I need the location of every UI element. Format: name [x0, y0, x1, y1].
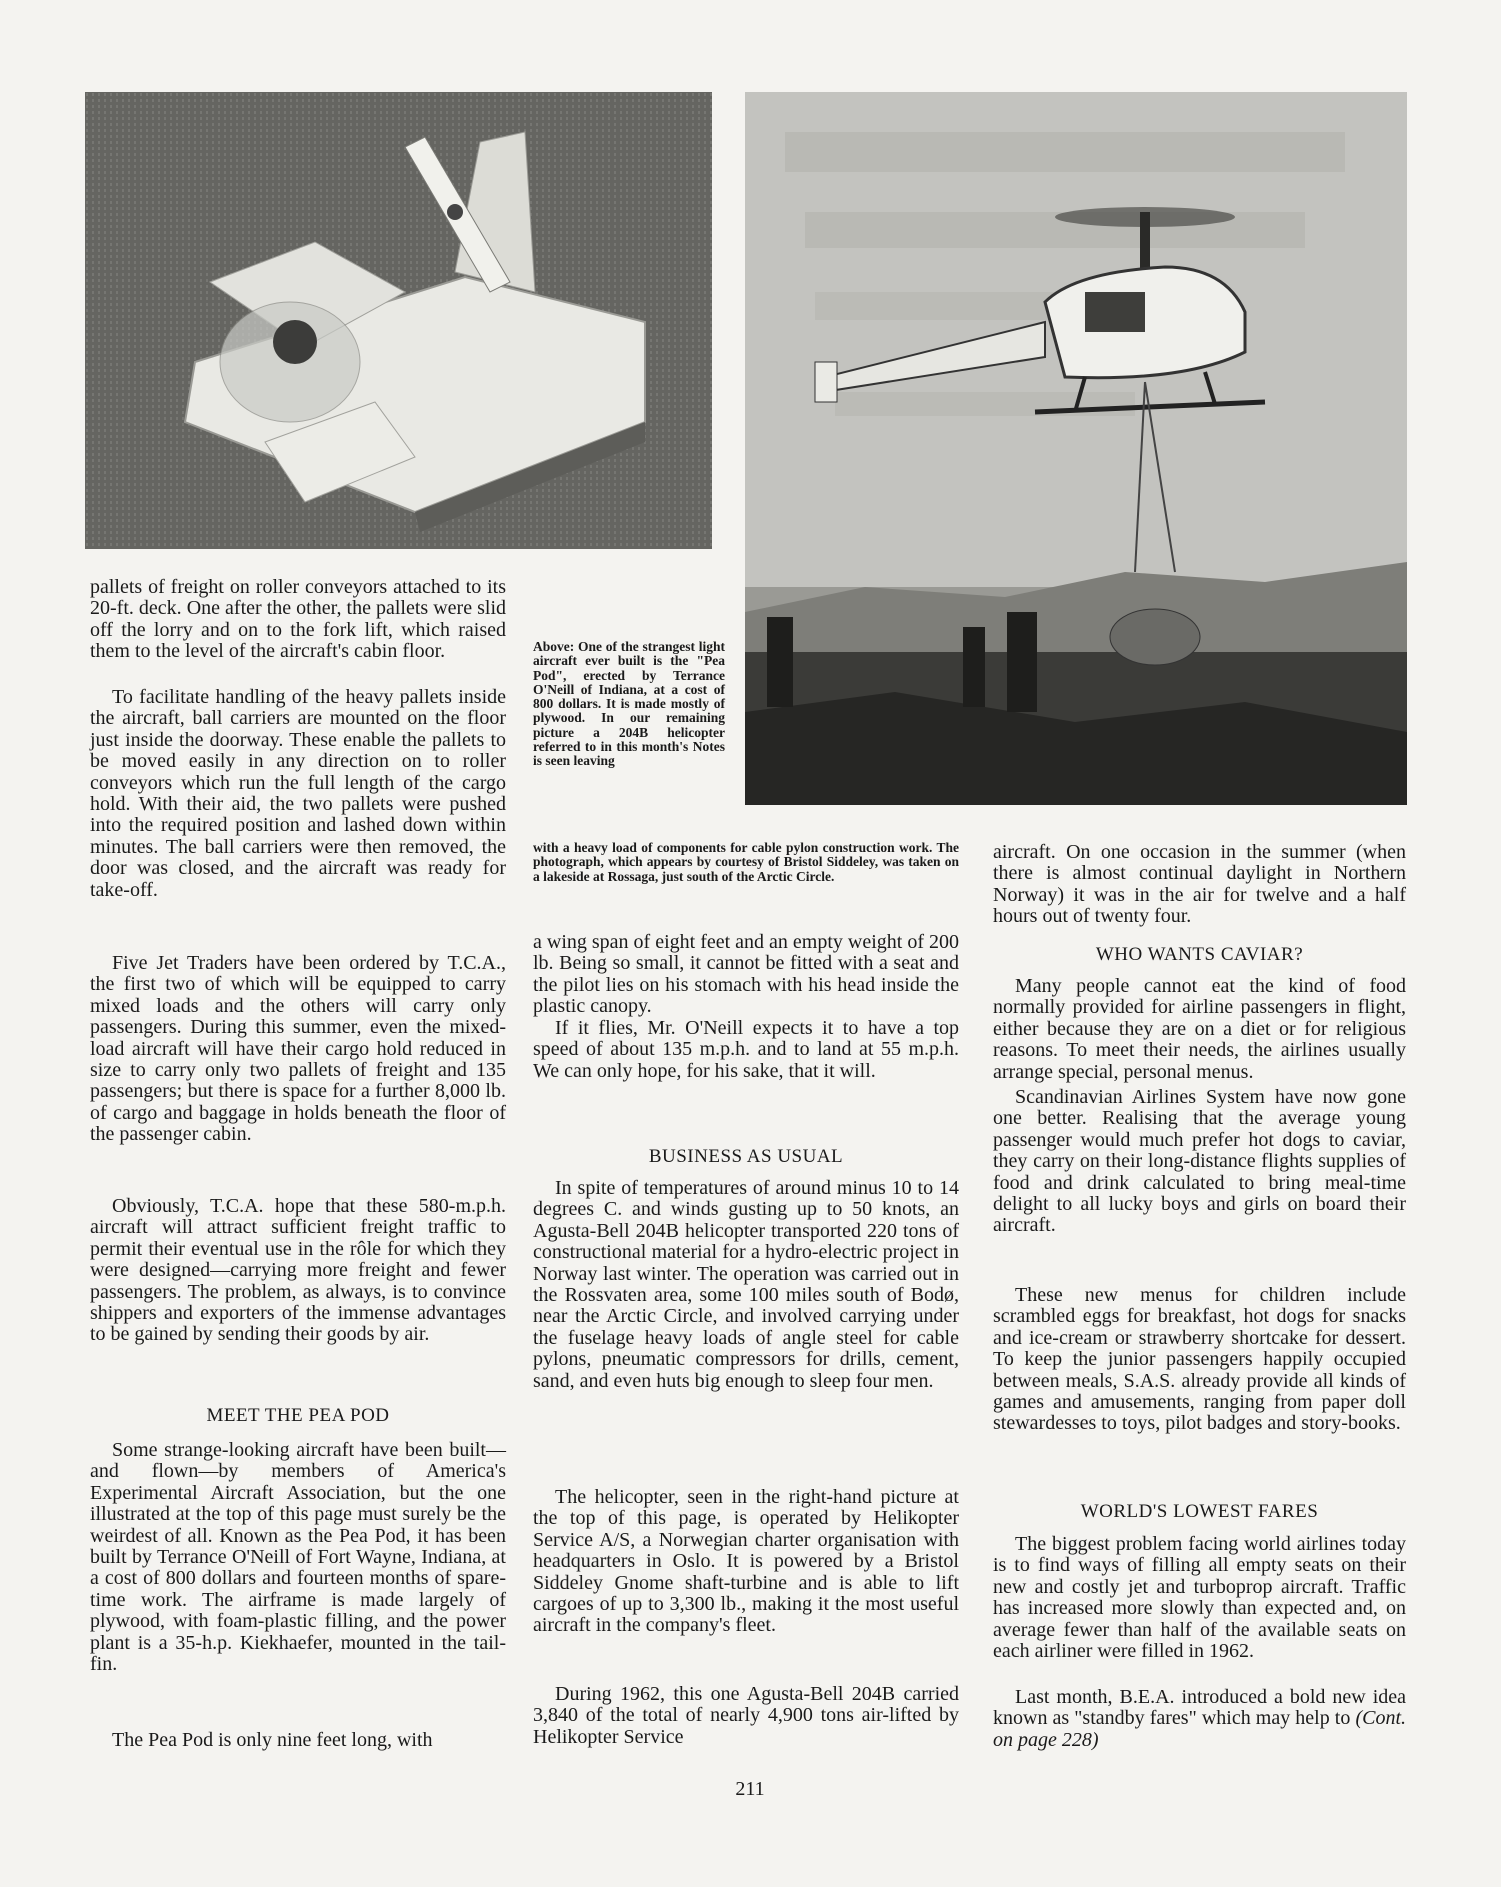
column3-paragraph: The biggest problem facing world airlines today is to find ways of filling all empty seats on their new and costly jet and turboprop aircraft. Traffic has increased more slowly than expected and, on average fewer than half of the available seats on each airliner were filled in 1962.: [993, 1533, 1406, 1663]
column2-paragraph: In spite of temperatures of around minus 10 to 14 degrees C. and winds gusting up to 50 knots, an Agusta-Bell 204B helicopter transported 220 tons of constructional material for a hydro-electric project in Norway last winter. The operation was carried out in the Rossvaten area, some 100 miles south of Bodø, near the Arctic Circle, and involved carrying under the fuselage heavy loads of angle steel for cable pylons, pneumatic compressors for drills, cement, sand, and even huts big enough to sleep four men.: [533, 1177, 959, 1392]
continued-reference: (Cont. on page 228): [993, 1707, 1406, 1751]
photo-caption-part2: with a heavy load of components for cable pylon construction work. The photograph, which appears by courtesy of Bristol Siddeley, was taken on a lakeside at Rossaga, just south of the Arctic Circle.: [533, 840, 959, 884]
section-heading-worlds-lowest-fares: WORLD'S LOWEST FARES: [1080, 1501, 1319, 1522]
pea-pod-illustration: [85, 92, 712, 549]
column2-paragraph: The helicopter, seen in the right-hand picture at the top of this page, is operated by Helikopter Service A/S, a Norwegian charter organisation with headquarters in Oslo. It is powered by a Bristol Siddeley Gnome shaft-turbine and is able to lift cargoes of up to 3,300 lb., making it the most useful aircraft in the company's fleet.: [533, 1486, 959, 1637]
column1-paragraph: To facilitate handling of the heavy pallets inside the aircraft, ball carriers are mounted on the floor just inside the doorway. These enable the pallets to be moved easily in any direction on to roller conveyors which run the full length of the cargo hold. With their aid, the two pallets were pushed into the required position and lashed down within minutes. The ball carriers were then removed, the door was closed, and the aircraft was ready for take-off.: [90, 686, 506, 901]
section-heading-pea-pod: MEET THE PEA POD: [206, 1405, 390, 1426]
column2-paragraph: During 1962, this one Agusta-Bell 204B carried 3,840 of the total of nearly 4,900 tons air-lifted by Helikopter Service: [533, 1683, 959, 1748]
column1-paragraph: Obviously, T.C.A. hope that these 580-m.p.h. aircraft will attract sufficient freight traffic to permit their eventual use in the rôle for which they were designed—carrying more freight and fewer passengers. The problem, as always, is to convince shippers and exporters of the immense advantages to be gained by sending their goods by air.: [90, 1195, 506, 1346]
pea-pod-photo: [85, 92, 712, 549]
photo-caption-part1: Above: One of the strangest light aircraft ever built is the "Pea Pod", erected by Terrance O'Neill of Indiana, at a cost of 800 dollars. It is made mostly of plywood. In our remaining picture a 204B helicopter referred to in this month's Notes is seen leaving: [533, 639, 725, 769]
column1-paragraph: The Pea Pod is only nine feet long, with: [112, 1729, 433, 1751]
column1-paragraph: Five Jet Traders have been ordered by T.C.A., the first two of which will be equipped to carry mixed loads and the others will carry only passengers. During this summer, even the mixed-load aircraft will have their cargo hold reduced in size to carry only two pallets of freight and 135 passengers; but there is space for a further 8,000 lb. of cargo and baggage in holds beneath the floor of the passenger cabin.: [90, 952, 506, 1146]
helicopter-photo: [745, 92, 1407, 805]
column3-paragraph: aircraft. On one occasion in the summer (when there is almost continual daylight in Northern Norway) it was in the air for twelve and a half hours out of twenty four.: [993, 841, 1406, 928]
column3-paragraph: [993, 1687, 1406, 1751]
column1-paragraph: Some strange-looking aircraft have been built—and flown—by members of America's Experimental Aircraft Association, but the one illustrated at the top of this page must surely be the weirdest of all. Known as the Pea Pod, it has been built by Terrance O'Neill of Fort Wayne, Indiana, at a cost of 800 dollars and fourteen months of spare-time work. The airframe is made largely of plywood, with foam-plastic filling, and the power plant is a 35-h.p. Kiekhaefer, mounted in the tail-fin.: [90, 1439, 506, 1676]
section-heading-who-wants-caviar: WHO WANTS CAVIAR?: [1095, 944, 1304, 965]
column1-paragraph: pallets of freight on roller conveyors attached to its 20-ft. deck. One after the other, the pallets were slid off the lorry and on to the fork lift, which raised them to the level of the aircraft's cabin floor.: [90, 576, 506, 663]
column3-paragraph: Many people cannot eat the kind of food normally provided for airline passengers in flight, either because they are on a diet or for religious reasons. To meet their needs, the airlines usually arrange special, personal menus.: [993, 975, 1406, 1083]
column3-paragraph: These new menus for children include scrambled eggs for breakfast, hot dogs for snacks and ice-cream or strawberry shortcake for dessert. To keep the junior passengers happily occupied between meals, S.A.S. already provide all kinds of games and amusements, ranging from paper doll stewardesses to toys, pilot badges and story-books.: [993, 1284, 1406, 1435]
page-number: 211: [735, 1778, 765, 1800]
column3-paragraph: Scandinavian Airlines System have now gone one better. Realising that the average young passenger would much prefer hot dogs to caviar, they carry on their long-distance flights supplies of food and drink calculated to bring meal-time delight to all lucky boys and girls on board their aircraft.: [993, 1086, 1406, 1237]
column3-paragraph-text: Last month, B.E.A. introduced a bold new idea known as "standby fares" which may help to: [993, 1686, 1406, 1730]
column2-paragraph: a wing span of eight feet and an empty weight of 200 lb. Being so small, it cannot be fitted with a seat and the pilot lies on his stomach with his head inside the plastic canopy.: [533, 931, 959, 1018]
section-heading-business-as-usual: BUSINESS AS USUAL: [648, 1146, 844, 1167]
helicopter-illustration: [745, 92, 1407, 805]
column2-paragraph: If it flies, Mr. O'Neill expects it to have a top speed of about 135 m.p.h. and to land at 55 m.p.h. We can only hope, for his sake, that it will.: [533, 1017, 959, 1082]
